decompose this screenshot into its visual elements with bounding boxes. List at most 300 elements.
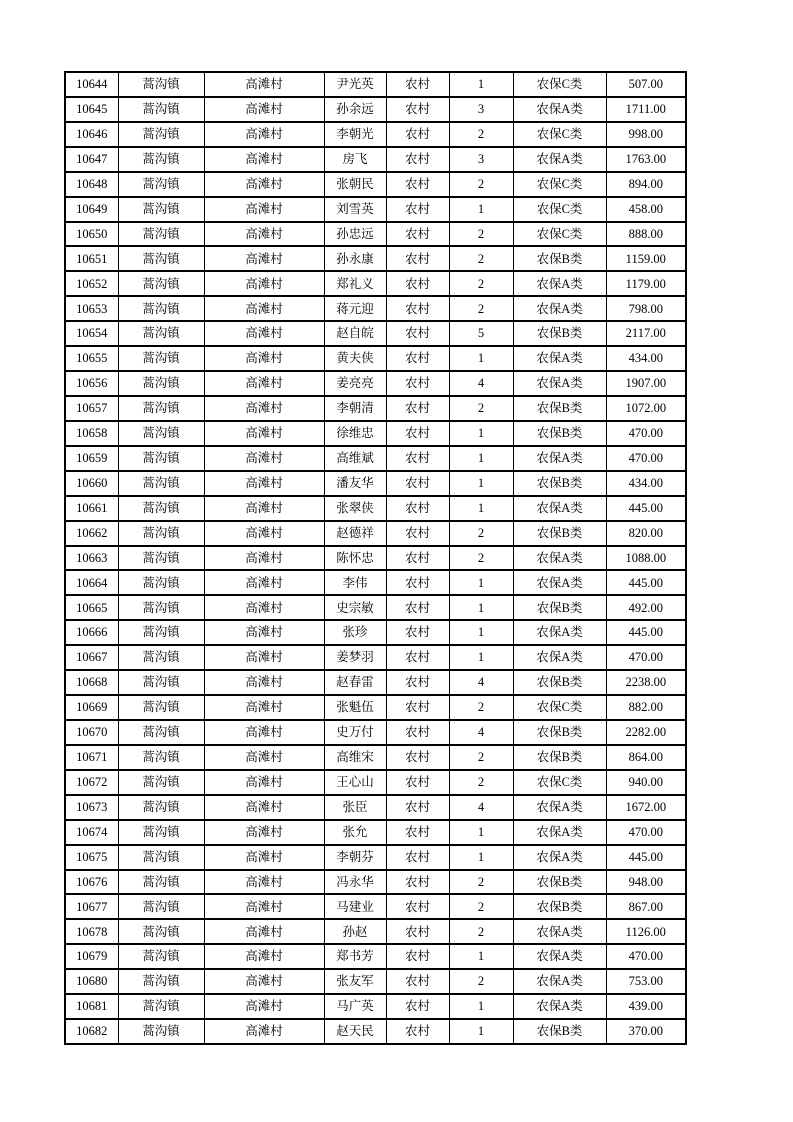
cell-amount: 370.00 <box>606 1019 686 1044</box>
cell-town: 蒿沟镇 <box>118 795 204 820</box>
cell-town: 蒿沟镇 <box>118 720 204 745</box>
cell-serial: 10673 <box>65 795 118 820</box>
table-row <box>65 446 686 471</box>
cell-serial: 10665 <box>65 595 118 620</box>
cell-village: 高滩村 <box>204 994 324 1019</box>
cell-name: 张友军 <box>324 969 386 994</box>
cell-count: 1 <box>449 944 513 969</box>
cell-name: 张允 <box>324 820 386 845</box>
cell-village: 高滩村 <box>204 919 324 944</box>
cell-town: 蒿沟镇 <box>118 695 204 720</box>
cell-village: 高滩村 <box>204 546 324 571</box>
cell-insurance-category: 农保B类 <box>513 396 606 421</box>
cell-count: 2 <box>449 172 513 197</box>
cell-town: 蒿沟镇 <box>118 97 204 122</box>
cell-amount: 753.00 <box>606 969 686 994</box>
table-row <box>65 870 686 895</box>
table-row <box>65 944 686 969</box>
table-row <box>65 820 686 845</box>
cell-village: 高滩村 <box>204 346 324 371</box>
cell-count: 1 <box>449 471 513 496</box>
cell-serial: 10655 <box>65 346 118 371</box>
cell-town: 蒿沟镇 <box>118 745 204 770</box>
cell-household-type: 农村 <box>386 645 449 670</box>
cell-amount: 470.00 <box>606 446 686 471</box>
cell-village: 高滩村 <box>204 595 324 620</box>
cell-village: 高滩村 <box>204 172 324 197</box>
cell-village: 高滩村 <box>204 421 324 446</box>
cell-amount: 820.00 <box>606 521 686 546</box>
cell-household-type: 农村 <box>386 770 449 795</box>
cell-insurance-category: 农保B类 <box>513 321 606 346</box>
cell-count: 1 <box>449 446 513 471</box>
cell-household-type: 农村 <box>386 496 449 521</box>
cell-name: 马建业 <box>324 894 386 919</box>
cell-village: 高滩村 <box>204 845 324 870</box>
table-row <box>65 745 686 770</box>
cell-amount: 1126.00 <box>606 919 686 944</box>
cell-household-type: 农村 <box>386 795 449 820</box>
cell-count: 2 <box>449 969 513 994</box>
cell-serial: 10663 <box>65 546 118 571</box>
cell-town: 蒿沟镇 <box>118 870 204 895</box>
cell-household-type: 农村 <box>386 720 449 745</box>
cell-town: 蒿沟镇 <box>118 197 204 222</box>
cell-serial: 10676 <box>65 870 118 895</box>
table-row <box>65 97 686 122</box>
cell-serial: 10675 <box>65 845 118 870</box>
cell-count: 4 <box>449 670 513 695</box>
cell-village: 高滩村 <box>204 745 324 770</box>
cell-amount: 434.00 <box>606 346 686 371</box>
cell-household-type: 农村 <box>386 595 449 620</box>
cell-amount: 998.00 <box>606 122 686 147</box>
table-row <box>65 670 686 695</box>
table-row <box>65 371 686 396</box>
cell-amount: 864.00 <box>606 745 686 770</box>
cell-serial: 10669 <box>65 695 118 720</box>
cell-insurance-category: 农保C类 <box>513 72 606 97</box>
cell-household-type: 农村 <box>386 471 449 496</box>
cell-household-type: 农村 <box>386 745 449 770</box>
cell-amount: 798.00 <box>606 296 686 321</box>
cell-village: 高滩村 <box>204 770 324 795</box>
cell-serial: 10656 <box>65 371 118 396</box>
cell-insurance-category: 农保A类 <box>513 969 606 994</box>
cell-household-type: 农村 <box>386 122 449 147</box>
table-row <box>65 521 686 546</box>
cell-village: 高滩村 <box>204 246 324 271</box>
cell-town: 蒿沟镇 <box>118 820 204 845</box>
table-row <box>65 720 686 745</box>
cell-serial: 10653 <box>65 296 118 321</box>
cell-name: 张臣 <box>324 795 386 820</box>
cell-household-type: 农村 <box>386 1019 449 1044</box>
table-row <box>65 845 686 870</box>
cell-name: 王心山 <box>324 770 386 795</box>
cell-name: 张朝民 <box>324 172 386 197</box>
table-row <box>65 570 686 595</box>
cell-household-type: 农村 <box>386 870 449 895</box>
cell-count: 1 <box>449 820 513 845</box>
cell-name: 李朝芬 <box>324 845 386 870</box>
cell-amount: 470.00 <box>606 421 686 446</box>
cell-name: 马广英 <box>324 994 386 1019</box>
cell-town: 蒿沟镇 <box>118 421 204 446</box>
cell-serial: 10667 <box>65 645 118 670</box>
cell-village: 高滩村 <box>204 122 324 147</box>
cell-serial: 10649 <box>65 197 118 222</box>
cell-count: 1 <box>449 1019 513 1044</box>
cell-town: 蒿沟镇 <box>118 994 204 1019</box>
cell-count: 2 <box>449 122 513 147</box>
cell-town: 蒿沟镇 <box>118 246 204 271</box>
cell-town: 蒿沟镇 <box>118 122 204 147</box>
cell-insurance-category: 农保B类 <box>513 521 606 546</box>
cell-town: 蒿沟镇 <box>118 620 204 645</box>
cell-serial: 10666 <box>65 620 118 645</box>
cell-count: 1 <box>449 570 513 595</box>
cell-town: 蒿沟镇 <box>118 396 204 421</box>
cell-village: 高滩村 <box>204 570 324 595</box>
cell-household-type: 农村 <box>386 620 449 645</box>
cell-village: 高滩村 <box>204 72 324 97</box>
table-row <box>65 595 686 620</box>
cell-insurance-category: 农保C类 <box>513 122 606 147</box>
cell-town: 蒿沟镇 <box>118 521 204 546</box>
cell-name: 陈怀忠 <box>324 546 386 571</box>
table-row <box>65 919 686 944</box>
cell-household-type: 农村 <box>386 321 449 346</box>
cell-insurance-category: 农保A类 <box>513 845 606 870</box>
cell-village: 高滩村 <box>204 870 324 895</box>
table-row <box>65 246 686 271</box>
cell-count: 2 <box>449 745 513 770</box>
cell-count: 2 <box>449 521 513 546</box>
cell-town: 蒿沟镇 <box>118 645 204 670</box>
cell-amount: 445.00 <box>606 570 686 595</box>
cell-village: 高滩村 <box>204 670 324 695</box>
cell-village: 高滩村 <box>204 620 324 645</box>
cell-serial: 10679 <box>65 944 118 969</box>
table-row <box>65 296 686 321</box>
cell-name: 李伟 <box>324 570 386 595</box>
cell-amount: 2238.00 <box>606 670 686 695</box>
cell-count: 2 <box>449 246 513 271</box>
table-row <box>65 197 686 222</box>
cell-town: 蒿沟镇 <box>118 944 204 969</box>
cell-household-type: 农村 <box>386 944 449 969</box>
cell-name: 孙赵 <box>324 919 386 944</box>
cell-insurance-category: 农保C类 <box>513 695 606 720</box>
cell-village: 高滩村 <box>204 197 324 222</box>
cell-count: 5 <box>449 321 513 346</box>
cell-amount: 882.00 <box>606 695 686 720</box>
cell-name: 李朝光 <box>324 122 386 147</box>
cell-household-type: 农村 <box>386 894 449 919</box>
cell-serial: 10658 <box>65 421 118 446</box>
cell-town: 蒿沟镇 <box>118 546 204 571</box>
cell-insurance-category: 农保A类 <box>513 620 606 645</box>
table-body <box>65 72 686 1044</box>
cell-village: 高滩村 <box>204 396 324 421</box>
table-row <box>65 695 686 720</box>
table-row <box>65 969 686 994</box>
cell-household-type: 农村 <box>386 546 449 571</box>
cell-amount: 1159.00 <box>606 246 686 271</box>
cell-town: 蒿沟镇 <box>118 770 204 795</box>
cell-name: 史宗敏 <box>324 595 386 620</box>
cell-insurance-category: 农保B类 <box>513 670 606 695</box>
cell-town: 蒿沟镇 <box>118 271 204 296</box>
table-row <box>65 72 686 97</box>
table-row <box>65 894 686 919</box>
cell-village: 高滩村 <box>204 720 324 745</box>
cell-serial: 10678 <box>65 919 118 944</box>
cell-household-type: 农村 <box>386 222 449 247</box>
cell-count: 1 <box>449 994 513 1019</box>
cell-village: 高滩村 <box>204 97 324 122</box>
cell-name: 史万付 <box>324 720 386 745</box>
cell-town: 蒿沟镇 <box>118 670 204 695</box>
cell-amount: 470.00 <box>606 944 686 969</box>
cell-village: 高滩村 <box>204 1019 324 1044</box>
cell-count: 1 <box>449 845 513 870</box>
table-row <box>65 546 686 571</box>
cell-amount: 458.00 <box>606 197 686 222</box>
cell-household-type: 农村 <box>386 695 449 720</box>
cell-town: 蒿沟镇 <box>118 147 204 172</box>
cell-town: 蒿沟镇 <box>118 894 204 919</box>
table-row <box>65 172 686 197</box>
cell-village: 高滩村 <box>204 521 324 546</box>
cell-count: 2 <box>449 296 513 321</box>
cell-name: 高维斌 <box>324 446 386 471</box>
cell-town: 蒿沟镇 <box>118 1019 204 1044</box>
cell-town: 蒿沟镇 <box>118 222 204 247</box>
cell-name: 赵春雷 <box>324 670 386 695</box>
cell-insurance-category: 农保A类 <box>513 546 606 571</box>
cell-count: 2 <box>449 870 513 895</box>
cell-name: 郑书芳 <box>324 944 386 969</box>
cell-serial: 10672 <box>65 770 118 795</box>
cell-amount: 1179.00 <box>606 271 686 296</box>
cell-count: 4 <box>449 795 513 820</box>
cell-insurance-category: 农保A类 <box>513 496 606 521</box>
cell-count: 2 <box>449 770 513 795</box>
cell-household-type: 农村 <box>386 446 449 471</box>
cell-household-type: 农村 <box>386 246 449 271</box>
cell-household-type: 农村 <box>386 994 449 1019</box>
cell-insurance-category: 农保A类 <box>513 446 606 471</box>
cell-town: 蒿沟镇 <box>118 919 204 944</box>
cell-household-type: 农村 <box>386 346 449 371</box>
cell-insurance-category: 农保A类 <box>513 944 606 969</box>
table-row <box>65 645 686 670</box>
cell-insurance-category: 农保A类 <box>513 919 606 944</box>
cell-household-type: 农村 <box>386 919 449 944</box>
cell-count: 3 <box>449 147 513 172</box>
cell-insurance-category: 农保B类 <box>513 720 606 745</box>
cell-insurance-category: 农保A类 <box>513 97 606 122</box>
cell-household-type: 农村 <box>386 521 449 546</box>
cell-town: 蒿沟镇 <box>118 371 204 396</box>
cell-insurance-category: 农保B类 <box>513 894 606 919</box>
cell-amount: 1711.00 <box>606 97 686 122</box>
cell-village: 高滩村 <box>204 446 324 471</box>
cell-household-type: 农村 <box>386 969 449 994</box>
cell-insurance-category: 农保A类 <box>513 645 606 670</box>
cell-serial: 10652 <box>65 271 118 296</box>
table-row <box>65 795 686 820</box>
cell-name: 刘雪英 <box>324 197 386 222</box>
cell-serial: 10660 <box>65 471 118 496</box>
cell-insurance-category: 农保A类 <box>513 296 606 321</box>
table-row <box>65 346 686 371</box>
cell-town: 蒿沟镇 <box>118 969 204 994</box>
cell-village: 高滩村 <box>204 496 324 521</box>
cell-village: 高滩村 <box>204 296 324 321</box>
cell-insurance-category: 农保B类 <box>513 1019 606 1044</box>
cell-name: 张魁伍 <box>324 695 386 720</box>
cell-village: 高滩村 <box>204 147 324 172</box>
cell-amount: 2117.00 <box>606 321 686 346</box>
cell-amount: 2282.00 <box>606 720 686 745</box>
cell-amount: 492.00 <box>606 595 686 620</box>
cell-serial: 10681 <box>65 994 118 1019</box>
cell-serial: 10668 <box>65 670 118 695</box>
cell-household-type: 农村 <box>386 421 449 446</box>
cell-village: 高滩村 <box>204 944 324 969</box>
cell-count: 1 <box>449 595 513 620</box>
cell-name: 冯永华 <box>324 870 386 895</box>
cell-village: 高滩村 <box>204 471 324 496</box>
cell-household-type: 农村 <box>386 271 449 296</box>
cell-amount: 507.00 <box>606 72 686 97</box>
cell-name: 李朝清 <box>324 396 386 421</box>
cell-insurance-category: 农保A类 <box>513 271 606 296</box>
cell-name: 徐维忠 <box>324 421 386 446</box>
cell-insurance-category: 农保A类 <box>513 147 606 172</box>
cell-name: 姜亮亮 <box>324 371 386 396</box>
cell-count: 1 <box>449 197 513 222</box>
cell-serial: 10674 <box>65 820 118 845</box>
table-row <box>65 1019 686 1044</box>
cell-insurance-category: 农保A类 <box>513 795 606 820</box>
cell-name: 张翠侠 <box>324 496 386 521</box>
cell-insurance-category: 农保A类 <box>513 371 606 396</box>
cell-insurance-category: 农保C类 <box>513 222 606 247</box>
cell-serial: 10654 <box>65 321 118 346</box>
cell-household-type: 农村 <box>386 197 449 222</box>
table-row <box>65 421 686 446</box>
cell-town: 蒿沟镇 <box>118 172 204 197</box>
cell-insurance-category: 农保C类 <box>513 197 606 222</box>
cell-name: 赵自皖 <box>324 321 386 346</box>
table-row <box>65 620 686 645</box>
cell-serial: 10647 <box>65 147 118 172</box>
cell-amount: 470.00 <box>606 820 686 845</box>
cell-serial: 10650 <box>65 222 118 247</box>
cell-count: 2 <box>449 894 513 919</box>
cell-amount: 434.00 <box>606 471 686 496</box>
cell-name: 赵德祥 <box>324 521 386 546</box>
cell-name: 潘友华 <box>324 471 386 496</box>
cell-town: 蒿沟镇 <box>118 570 204 595</box>
cell-count: 1 <box>449 346 513 371</box>
table-row <box>65 271 686 296</box>
table-row <box>65 396 686 421</box>
cell-name: 蒋元迎 <box>324 296 386 321</box>
cell-count: 2 <box>449 222 513 247</box>
cell-name: 高维宋 <box>324 745 386 770</box>
cell-village: 高滩村 <box>204 271 324 296</box>
cell-amount: 867.00 <box>606 894 686 919</box>
cell-serial: 10682 <box>65 1019 118 1044</box>
cell-count: 2 <box>449 396 513 421</box>
cell-count: 2 <box>449 919 513 944</box>
cell-name: 赵天民 <box>324 1019 386 1044</box>
cell-name: 尹光英 <box>324 72 386 97</box>
cell-amount: 888.00 <box>606 222 686 247</box>
cell-name: 郑礼义 <box>324 271 386 296</box>
cell-count: 2 <box>449 546 513 571</box>
cell-amount: 948.00 <box>606 870 686 895</box>
cell-household-type: 农村 <box>386 820 449 845</box>
cell-household-type: 农村 <box>386 296 449 321</box>
cell-household-type: 农村 <box>386 845 449 870</box>
cell-serial: 10680 <box>65 969 118 994</box>
cell-count: 1 <box>449 620 513 645</box>
cell-name: 张珍 <box>324 620 386 645</box>
cell-serial: 10671 <box>65 745 118 770</box>
cell-village: 高滩村 <box>204 371 324 396</box>
table-row <box>65 994 686 1019</box>
cell-serial: 10664 <box>65 570 118 595</box>
cell-count: 4 <box>449 371 513 396</box>
cell-count: 1 <box>449 496 513 521</box>
cell-name: 孙永康 <box>324 246 386 271</box>
cell-name: 黄夫侠 <box>324 346 386 371</box>
cell-serial: 10644 <box>65 72 118 97</box>
cell-village: 高滩村 <box>204 321 324 346</box>
cell-amount: 1072.00 <box>606 396 686 421</box>
cell-town: 蒿沟镇 <box>118 496 204 521</box>
table-row <box>65 496 686 521</box>
cell-insurance-category: 农保C类 <box>513 770 606 795</box>
cell-insurance-category: 农保C类 <box>513 172 606 197</box>
cell-town: 蒿沟镇 <box>118 296 204 321</box>
cell-insurance-category: 农保B类 <box>513 421 606 446</box>
cell-insurance-category: 农保B类 <box>513 246 606 271</box>
cell-village: 高滩村 <box>204 645 324 670</box>
cell-amount: 1763.00 <box>606 147 686 172</box>
cell-amount: 445.00 <box>606 845 686 870</box>
table-row <box>65 471 686 496</box>
cell-serial: 10662 <box>65 521 118 546</box>
cell-count: 4 <box>449 720 513 745</box>
cell-town: 蒿沟镇 <box>118 446 204 471</box>
cell-insurance-category: 农保A类 <box>513 570 606 595</box>
insurance-record-table <box>64 71 687 1045</box>
cell-household-type: 农村 <box>386 147 449 172</box>
cell-household-type: 农村 <box>386 670 449 695</box>
cell-household-type: 农村 <box>386 172 449 197</box>
cell-name: 房飞 <box>324 147 386 172</box>
cell-serial: 10646 <box>65 122 118 147</box>
cell-town: 蒿沟镇 <box>118 321 204 346</box>
cell-insurance-category: 农保B类 <box>513 471 606 496</box>
